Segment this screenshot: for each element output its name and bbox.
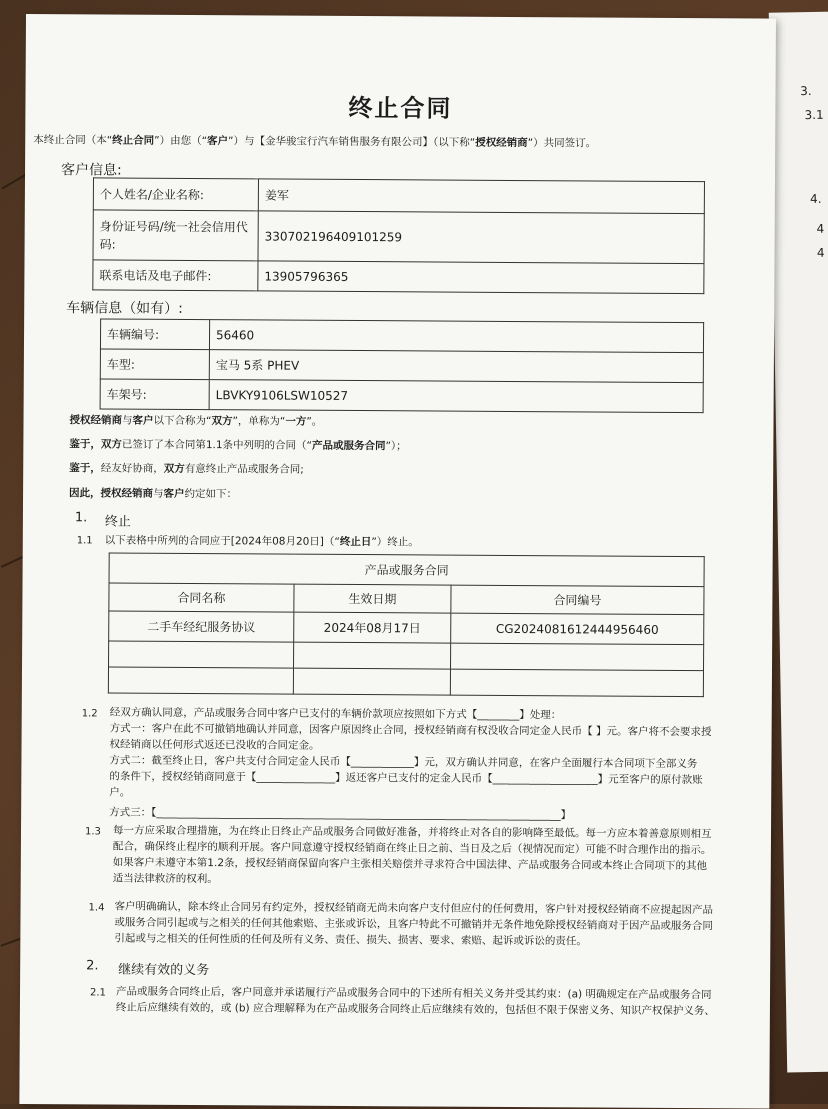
customer-info-heading: 客户信息: xyxy=(60,162,122,179)
recital-therefore: 因此，授权经销商与客户约定如下： xyxy=(69,487,238,501)
label-cell: 车辆编号: xyxy=(100,319,209,350)
clause-1-1: 以下表格中所列的合同应于[2024年08月20日]（“终止日”）终止。 xyxy=(104,534,419,549)
table-cell xyxy=(109,641,294,668)
side-number: 4 xyxy=(816,221,825,236)
recital-whereas-1: 鉴于，双方已签订了本合同第1.1条中列明的合同（“产品或服务合同”）； xyxy=(69,438,407,453)
clause-number: 2.1 xyxy=(89,987,106,999)
column-header: 合同名称 xyxy=(109,583,294,612)
table-cell: 二手车经纪服务协议 xyxy=(109,611,294,642)
label-cell: 身份证号码/统一社会信用代码: xyxy=(93,210,258,261)
section-1-number: 1. xyxy=(74,510,88,526)
side-number: 3. xyxy=(800,83,812,99)
page-title: 终止合同 xyxy=(348,93,453,123)
section-1-title: 终止 xyxy=(104,514,131,530)
table-cell xyxy=(294,642,451,669)
table-row xyxy=(100,379,703,413)
table-cell: 2024年08月17日 xyxy=(294,612,451,643)
table-row xyxy=(109,641,704,671)
table-row xyxy=(100,349,703,383)
table-row xyxy=(93,260,704,294)
value-cell: 13905796365 xyxy=(258,261,704,294)
label-cell: 个人姓名/企业名称: xyxy=(93,178,258,211)
intro-paragraph: 本终止合同（本“终止合同”）由您（“客户”）与【金华骏宝行汽车销售服务有限公司】（以下称“授权经销商”）共同签订。 xyxy=(33,134,597,150)
clause-number: 1.3 xyxy=(84,826,101,838)
clause-number: 1.1 xyxy=(76,535,93,547)
table-row xyxy=(93,178,704,214)
side-number: 4. xyxy=(809,191,822,206)
value-cell: 330702196409101259 xyxy=(258,211,704,264)
clause-number: 1.4 xyxy=(88,902,105,914)
contract-page xyxy=(19,14,776,1109)
table-row xyxy=(93,210,704,264)
section-2-title: 继续有效的义务 xyxy=(118,962,210,979)
table-header-row xyxy=(109,583,704,615)
table-cell xyxy=(450,669,703,697)
value-cell: 宝马 5系 PHEV xyxy=(209,350,703,383)
column-header: 生效日期 xyxy=(294,584,451,613)
vehicle-info-table xyxy=(100,318,705,413)
side-number: 4 xyxy=(816,245,825,260)
second-page-edge xyxy=(769,11,828,1072)
value-cell: LBVKY9106LSW10527 xyxy=(209,380,703,413)
clause-2-1: 产品或服务合同终止后，客户同意并承诺履行产品或服务合同中的下述所有相关义务并受其约束：(a) 明确规定在产品或服务合同 终止后应继续有效的，或 (b) 应合理解释为在产品或服务合同终止后应继续有效的，包括但不限于保密义务、知识产权保护义务、 xyxy=(115,985,715,1018)
clause-1-2: 经双方确认同意，产品或服务合同中客户已支付的车辆价款项应按照如下方式【________】处理： 方式一：客户在此不可撤销地确认并同意，因客户原因终止合同，授权经销商有权没收合同定金人民币【 】元。客户将不会要求授 权经销商以任何形式返还已没收的合同定金。 方式二：截至终止日，客户共支付合同定金人民币【____________】元，双方确认并同意，在客户全面履行本合同项下全部义务 的条件下，授权经销商同意于【_______________】返还客户已支付的定金人民币【____________________】元至客户的原付款账 户。 方式三：【_____________________________________________________________________________】 xyxy=(109,706,712,822)
recital-parties: 授权经销商与客户以下合称为“双方”，单称为“一方”。 xyxy=(69,414,323,428)
table-cell xyxy=(451,643,704,671)
side-number: 3.1 xyxy=(804,107,824,123)
table-cell: CG2024081612444956460 xyxy=(451,613,704,645)
label-cell: 车型: xyxy=(100,349,209,380)
clause-number: 1.2 xyxy=(81,708,98,720)
value-cell: 姜军 xyxy=(258,179,704,214)
table-caption-row xyxy=(109,553,704,587)
table-cell xyxy=(293,668,450,695)
table-caption: 产品或服务合同 xyxy=(109,553,704,587)
contracts-table xyxy=(108,553,705,698)
clause-1-3: 每一方应采取合理措施，为在终止日终止产品或服务合同做好准备，并将终止对各自的影响降至最低。每一方应本着善意原则相互 配合，确保终止程序的顺利开展。客户同意遵守授权经销商在终止日之前、当日及之后（视情况而定）可能不时合理作出的指示。 如果客户未遵守本第1.2条，授权经销商保留向客户主张相关赔偿并寻求符合中国法律、产品或服务合同或本终止合同项下的其他 适当法律救济的权利。 xyxy=(112,824,712,886)
label-cell: 车架号: xyxy=(100,379,209,410)
vehicle-info-heading: 车辆信息（如有）: xyxy=(66,300,183,317)
column-header: 合同编号 xyxy=(451,585,704,615)
table-row xyxy=(100,319,703,353)
table-row xyxy=(108,667,703,697)
recital-whereas-2: 鉴于，经友好协商，双方有意终止产品或服务合同; xyxy=(69,462,304,476)
label-cell: 联系电话及电子邮件: xyxy=(93,260,258,291)
clause-1-4: 客户明确确认，除本终止合同另有约定外，授权经销商无尚未向客户支付但应付的任何费用，客户针对授权经销商不应提起因产品 或服务合同引起或与之相关的任何其他索赔、主张或诉讼，且客户特此不可撤销并无条件地免除授权经销商对于因产品或服务合同 引起或与之相关的任何性质的任何及所有义务、责任、损失、损害、要求、索赔、起诉或诉讼的责任。 xyxy=(114,900,714,948)
section-2-number: 2. xyxy=(86,958,99,974)
value-cell: 56460 xyxy=(209,320,703,353)
table-row xyxy=(109,611,704,645)
table-cell xyxy=(108,667,293,694)
customer-info-table xyxy=(92,177,705,294)
